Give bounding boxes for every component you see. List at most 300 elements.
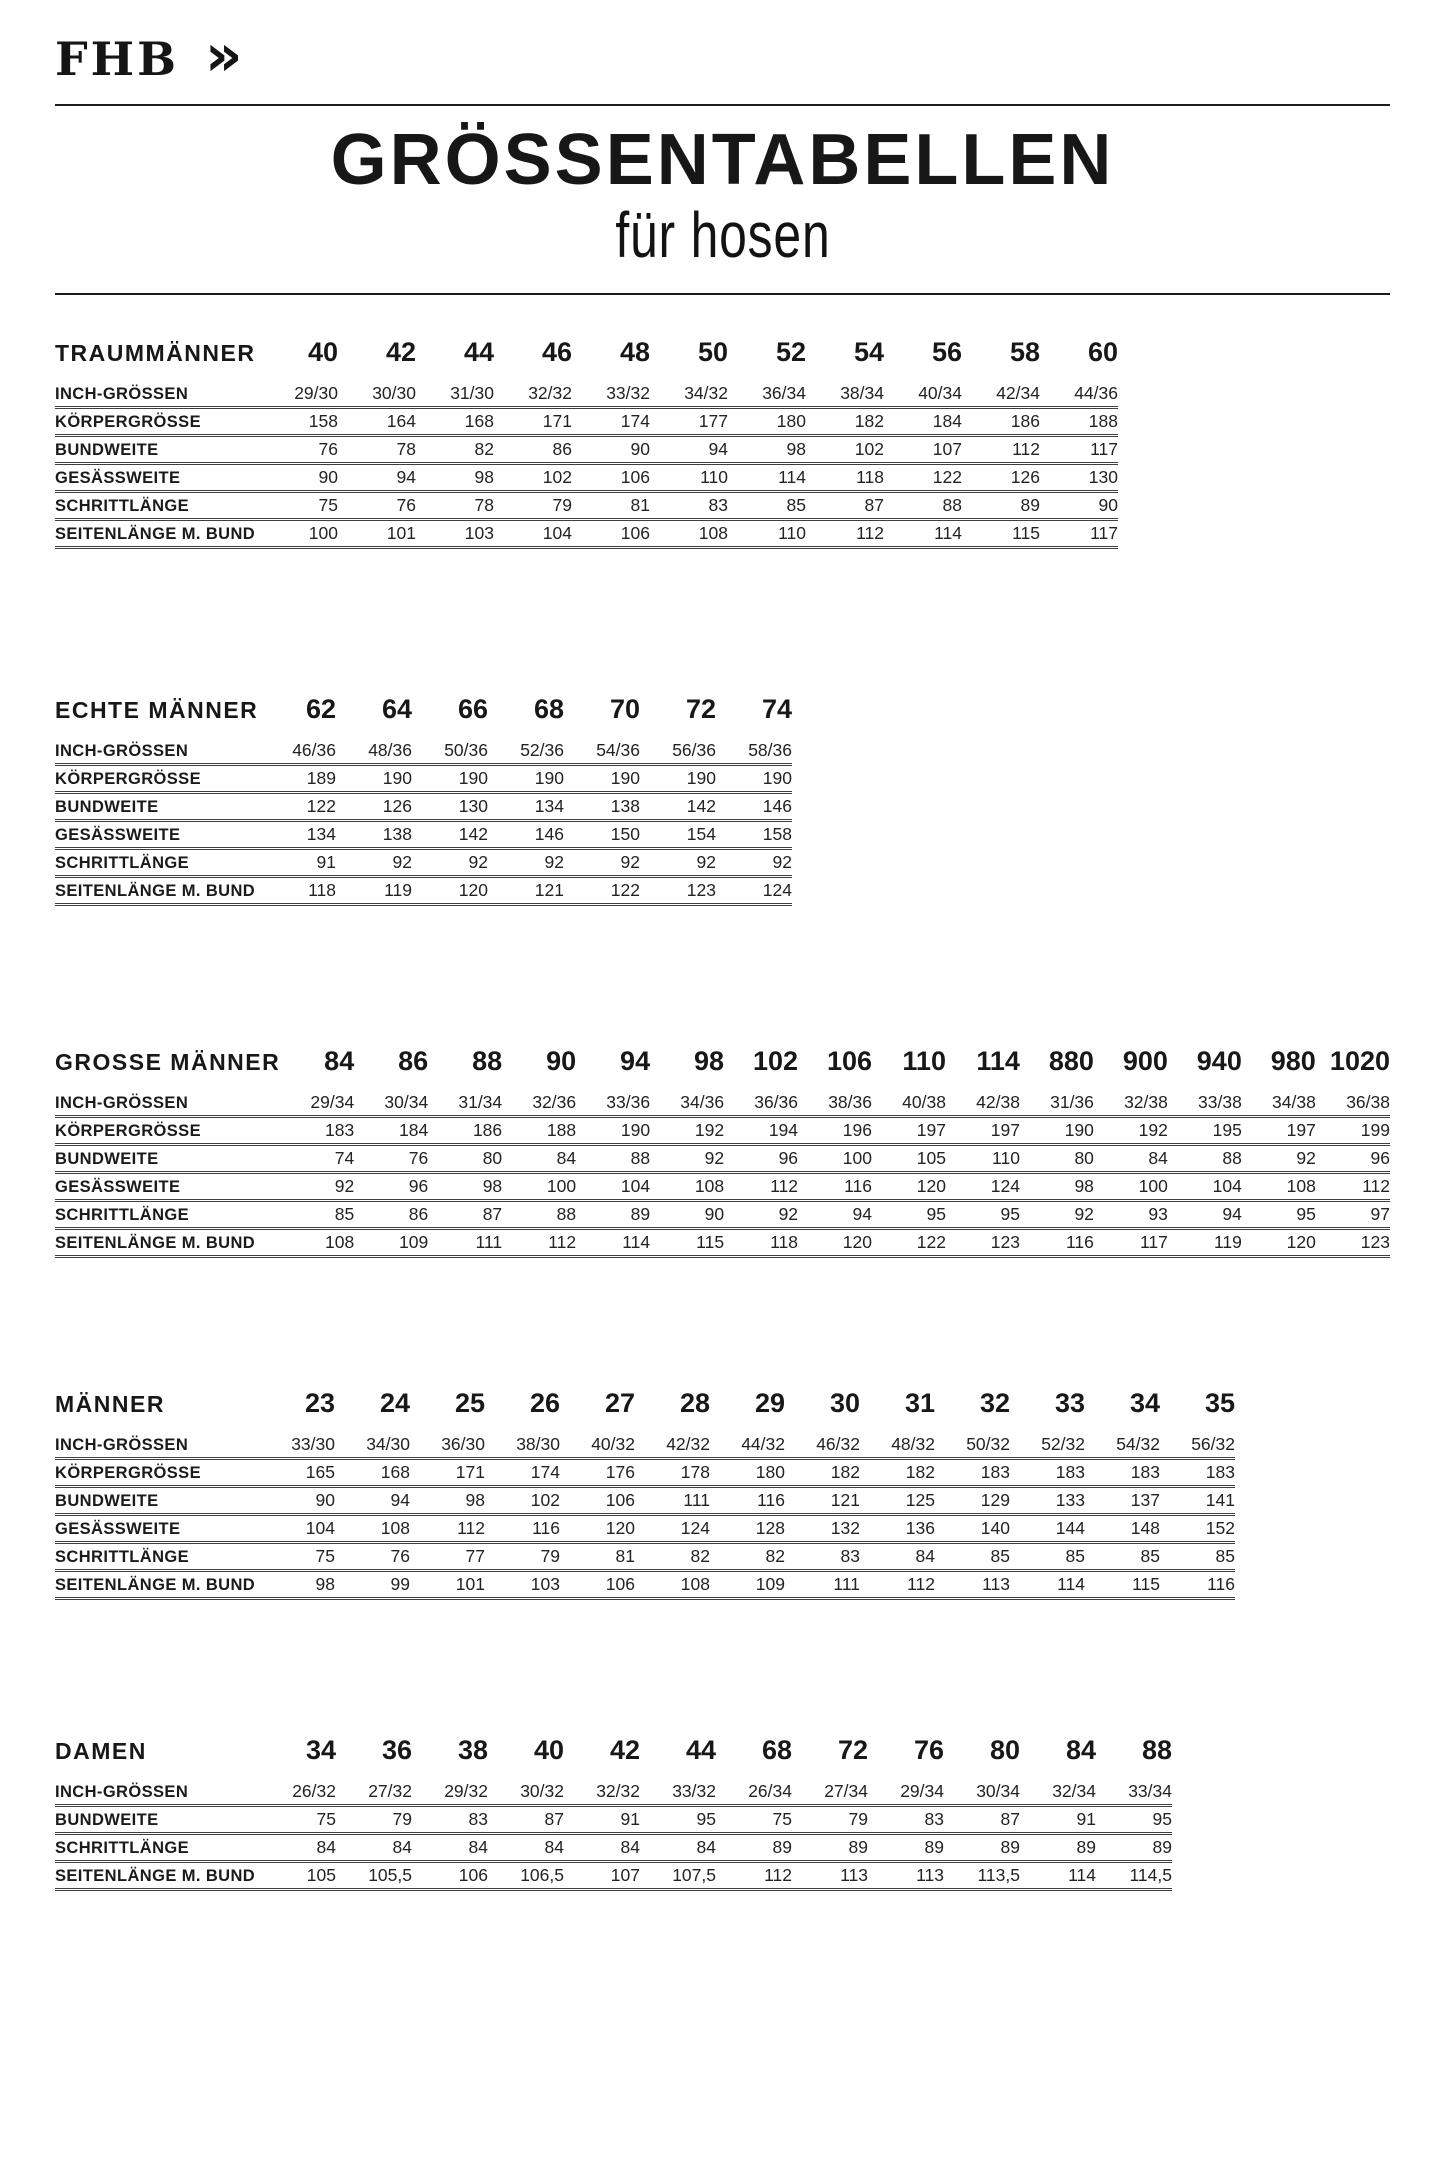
- table-cell: 38/34: [806, 381, 884, 408]
- top-divider: [55, 104, 1390, 106]
- row-label: BUNDWEITE: [55, 1487, 260, 1515]
- size-column-header: 72: [685, 694, 716, 725]
- table-cell: 85: [935, 1543, 1010, 1571]
- row-label: SCHRITTLÄNGE: [55, 1201, 280, 1229]
- table-cell: 171: [494, 408, 572, 436]
- size-column-header: 42: [385, 337, 416, 368]
- size-column-header: 90: [546, 1046, 577, 1077]
- table-cell: 89: [576, 1201, 650, 1229]
- table-cell: 33/32: [640, 1779, 716, 1806]
- table-cell: 107,5: [640, 1862, 716, 1890]
- table-cell: 100: [502, 1173, 576, 1201]
- table-cell: 197: [872, 1117, 946, 1145]
- table-cell: 99: [335, 1571, 410, 1599]
- table-cell: 105,5: [336, 1862, 412, 1890]
- table-cell: 115: [962, 520, 1040, 548]
- table-cell: 94: [650, 436, 728, 464]
- table-cell: 117: [1040, 436, 1118, 464]
- table-cell: 85: [1085, 1543, 1160, 1571]
- table-cell: 88: [576, 1145, 650, 1173]
- subtitle-wrap: [55, 199, 1390, 271]
- table-cell: 79: [792, 1806, 868, 1834]
- table-cell: 103: [416, 520, 494, 548]
- page-header: [55, 21, 1390, 295]
- table-cell: 108: [650, 1173, 724, 1201]
- table-cell: 83: [785, 1543, 860, 1571]
- table-cell: 83: [868, 1806, 944, 1834]
- table-cell: 102: [485, 1487, 560, 1515]
- table-row: [55, 849, 792, 877]
- table-cell: 120: [560, 1515, 635, 1543]
- size-column-header: 34: [305, 1735, 336, 1766]
- size-column-header: 44: [685, 1735, 716, 1766]
- table-cell: 89: [962, 492, 1040, 520]
- row-label: SCHRITTLÄNGE: [55, 1834, 260, 1862]
- table-cell: 89: [868, 1834, 944, 1862]
- table-cell: 184: [884, 408, 962, 436]
- size-column-header: 66: [457, 694, 488, 725]
- table-cell: 54/36: [564, 738, 640, 765]
- table-cell: 121: [785, 1487, 860, 1515]
- table-cell: 36/36: [724, 1090, 798, 1117]
- table-cell: 180: [710, 1459, 785, 1487]
- table-row: [55, 381, 1118, 408]
- table-cell: 87: [428, 1201, 502, 1229]
- table-cell: 111: [428, 1229, 502, 1257]
- table-cell: 76: [338, 492, 416, 520]
- table-cell: 138: [564, 793, 640, 821]
- size-column-header: 34: [1129, 1388, 1160, 1419]
- table-cell: 105: [872, 1145, 946, 1173]
- table-cell: 92: [564, 849, 640, 877]
- table-cell: 92: [640, 849, 716, 877]
- table-cell: 81: [572, 492, 650, 520]
- table-cell: 92: [1242, 1145, 1316, 1173]
- table-cell: 80: [428, 1145, 502, 1173]
- size-column-header: 42: [609, 1735, 640, 1766]
- table-cell: 197: [946, 1117, 1020, 1145]
- size-table-echte-manner: [55, 694, 1390, 906]
- row-label: BUNDWEITE: [55, 1145, 280, 1173]
- table-cell: 110: [946, 1145, 1020, 1173]
- table-cell: 29/30: [260, 381, 338, 408]
- table-cell: 85: [1160, 1543, 1235, 1571]
- size-column-header: 110: [902, 1046, 946, 1077]
- table-cell: 119: [336, 877, 412, 905]
- table-cell: 30/32: [488, 1779, 564, 1806]
- table-cell: 33/36: [576, 1090, 650, 1117]
- table-title: TRAUMMÄNNER: [55, 340, 256, 367]
- table-cell: 134: [260, 821, 336, 849]
- table-cell: 42/34: [962, 381, 1040, 408]
- size-column-header: 88: [472, 1046, 503, 1077]
- table-cell: 79: [336, 1806, 412, 1834]
- size-column-header: 60: [1087, 337, 1118, 368]
- table-cell: 40/32: [560, 1432, 635, 1459]
- size-column-header: 33: [1054, 1388, 1085, 1419]
- brand-row: FHB »: [55, 21, 243, 89]
- table-cell: 140: [935, 1515, 1010, 1543]
- table-cell: 29/34: [868, 1779, 944, 1806]
- table-cell: 183: [1010, 1459, 1085, 1487]
- table-cell: 84: [1094, 1145, 1168, 1173]
- table-cell: 101: [338, 520, 416, 548]
- table-cell: 168: [416, 408, 494, 436]
- table-cell: 142: [640, 793, 716, 821]
- size-column-header: 88: [1141, 1735, 1172, 1766]
- table-cell: 84: [412, 1834, 488, 1862]
- table-cell: 56/36: [640, 738, 716, 765]
- table-cell: 107: [884, 436, 962, 464]
- table-cell: 110: [728, 520, 806, 548]
- table-cell: 146: [488, 821, 564, 849]
- size-column-header: 58: [1009, 337, 1040, 368]
- table-cell: 113,5: [944, 1862, 1020, 1890]
- table-cell: 115: [1085, 1571, 1160, 1599]
- table-cell: 124: [946, 1173, 1020, 1201]
- table-cell: 36/30: [410, 1432, 485, 1459]
- table-cell: 32/36: [502, 1090, 576, 1117]
- table-cell: 84: [564, 1834, 640, 1862]
- table-cell: 183: [280, 1117, 354, 1145]
- table-cell: 138: [336, 821, 412, 849]
- table-cell: 29/34: [280, 1090, 354, 1117]
- table-cell: 96: [724, 1145, 798, 1173]
- table-cell: 112: [716, 1862, 792, 1890]
- table-header-row: [55, 337, 1118, 381]
- table-cell: 91: [1020, 1806, 1096, 1834]
- table-cell: 136: [860, 1515, 935, 1543]
- size-column-header: 1020: [1329, 1046, 1390, 1077]
- size-column-header: 35: [1204, 1388, 1235, 1419]
- table-row: [55, 1834, 1172, 1862]
- table-cell: 109: [354, 1229, 428, 1257]
- table-title: MÄNNER: [55, 1391, 165, 1418]
- table-cell: 89: [716, 1834, 792, 1862]
- row-label: BUNDWEITE: [55, 1806, 260, 1834]
- table-cell: 75: [716, 1806, 792, 1834]
- table-cell: 108: [280, 1229, 354, 1257]
- table-cell: 82: [416, 436, 494, 464]
- table-cell: 190: [336, 765, 412, 793]
- table-cell: 119: [1168, 1229, 1242, 1257]
- table-cell: 29/32: [412, 1779, 488, 1806]
- row-label: BUNDWEITE: [55, 436, 260, 464]
- size-table-grosse-manner: [55, 1046, 1390, 1258]
- table-cell: 190: [1020, 1117, 1094, 1145]
- table-cell: 48/32: [860, 1432, 935, 1459]
- table-cell: 83: [650, 492, 728, 520]
- table-cell: 38/30: [485, 1432, 560, 1459]
- table-cell: 102: [806, 436, 884, 464]
- table-cell: 100: [1094, 1173, 1168, 1201]
- table-cell: 34/38: [1242, 1090, 1316, 1117]
- size-column-header: 64: [381, 694, 412, 725]
- table-cell: 190: [716, 765, 792, 793]
- table-cell: 118: [260, 877, 336, 905]
- table-cell: 97: [1316, 1201, 1390, 1229]
- size-column-header: 74: [761, 694, 792, 725]
- table-row: [55, 464, 1118, 492]
- table-cell: 123: [946, 1229, 1020, 1257]
- title-block: [55, 120, 1390, 271]
- table-row: [55, 877, 792, 905]
- table-cell: 123: [640, 877, 716, 905]
- row-label: SCHRITTLÄNGE: [55, 492, 260, 520]
- size-column-header: 48: [619, 337, 650, 368]
- table-cell: 114: [728, 464, 806, 492]
- table-cell: 112: [410, 1515, 485, 1543]
- table-cell: 92: [1020, 1201, 1094, 1229]
- row-label: BUNDWEITE: [55, 793, 260, 821]
- table-cell: 27/34: [792, 1779, 868, 1806]
- table-cell: 100: [260, 520, 338, 548]
- table-cell: 54/32: [1085, 1432, 1160, 1459]
- table-cell: 30/34: [354, 1090, 428, 1117]
- row-label: KÖRPERGRÖSSE: [55, 1117, 280, 1145]
- table-cell: 87: [488, 1806, 564, 1834]
- table-cell: 95: [1096, 1806, 1172, 1834]
- table-cell: 142: [412, 821, 488, 849]
- table-cell: 90: [260, 1487, 335, 1515]
- table-cell: 182: [785, 1459, 860, 1487]
- table-cell: 105: [260, 1862, 336, 1890]
- table-cell: 75: [260, 492, 338, 520]
- table-cell: 82: [635, 1543, 710, 1571]
- table-row: [55, 436, 1118, 464]
- table-title: DAMEN: [55, 1738, 147, 1765]
- table-cell: 108: [335, 1515, 410, 1543]
- table-cell: 130: [1040, 464, 1118, 492]
- table-cell: 195: [1168, 1117, 1242, 1145]
- table-cell: 48/36: [336, 738, 412, 765]
- table-row: [55, 408, 1118, 436]
- table-cell: 84: [260, 1834, 336, 1862]
- table-cell: 92: [716, 849, 792, 877]
- table-cell: 78: [416, 492, 494, 520]
- table-cell: 52/32: [1010, 1432, 1085, 1459]
- table-cell: 192: [1094, 1117, 1168, 1145]
- table-cell: 186: [962, 408, 1040, 436]
- table-cell: 98: [416, 464, 494, 492]
- table-cell: 74: [280, 1145, 354, 1173]
- size-column-header: 102: [752, 1046, 799, 1077]
- size-column-header: 26: [529, 1388, 560, 1419]
- size-column-header: 28: [679, 1388, 710, 1419]
- table-row: [55, 1201, 1390, 1229]
- table-cell: 31/30: [416, 381, 494, 408]
- table-cell: 112: [1316, 1173, 1390, 1201]
- table-cell: 106: [572, 520, 650, 548]
- table-row: [55, 821, 792, 849]
- size-column-header: 80: [989, 1735, 1020, 1766]
- table-cell: 85: [1010, 1543, 1085, 1571]
- size-column-header: 900: [1122, 1046, 1168, 1077]
- table-cell: 96: [1316, 1145, 1390, 1173]
- table-cell: 36/38: [1316, 1090, 1390, 1117]
- table-cell: 44/32: [710, 1432, 785, 1459]
- table-row: [55, 1432, 1235, 1459]
- size-column-header: 68: [533, 694, 564, 725]
- table-cell: 84: [488, 1834, 564, 1862]
- row-label: SCHRITTLÄNGE: [55, 1543, 260, 1571]
- table-cell: 114,5: [1096, 1862, 1172, 1890]
- table-cell: 108: [635, 1571, 710, 1599]
- table-cell: 126: [962, 464, 1040, 492]
- table-cell: 112: [860, 1571, 935, 1599]
- table-cell: 141: [1160, 1487, 1235, 1515]
- table-cell: 182: [860, 1459, 935, 1487]
- table-cell: 108: [650, 520, 728, 548]
- size-column-header: 25: [454, 1388, 485, 1419]
- size-column-header: 68: [761, 1735, 792, 1766]
- row-label: INCH-GRÖSSEN: [55, 1090, 280, 1117]
- table-cell: 190: [640, 765, 716, 793]
- table-cell: 174: [485, 1459, 560, 1487]
- table-cell: 178: [635, 1459, 710, 1487]
- table-cell: 50/32: [935, 1432, 1010, 1459]
- row-label: SEITENLÄNGE M. BUND: [55, 1571, 260, 1599]
- table-cell: 104: [494, 520, 572, 548]
- table-cell: 188: [502, 1117, 576, 1145]
- table-row: [55, 1862, 1172, 1890]
- table-cell: 34/36: [650, 1090, 724, 1117]
- table-cell: 190: [564, 765, 640, 793]
- row-label: INCH-GRÖSSEN: [55, 1779, 260, 1806]
- size-column-header: 114: [976, 1046, 1020, 1077]
- table-cell: 95: [640, 1806, 716, 1834]
- table-cell: 152: [1160, 1515, 1235, 1543]
- table-cell: 112: [962, 436, 1040, 464]
- table-cell: 88: [884, 492, 962, 520]
- size-table-traummanner: [55, 337, 1390, 549]
- table-cell: 125: [860, 1487, 935, 1515]
- size-column-header: 50: [697, 337, 728, 368]
- table-row: [55, 1487, 1235, 1515]
- table-cell: 114: [884, 520, 962, 548]
- row-label: INCH-GRÖSSEN: [55, 1432, 260, 1459]
- table-cell: 32/38: [1094, 1090, 1168, 1117]
- size-column-header: 70: [609, 694, 640, 725]
- table-cell: 34/30: [335, 1432, 410, 1459]
- table-cell: 82: [710, 1543, 785, 1571]
- table-cell: 146: [716, 793, 792, 821]
- row-label: SEITENLÄNGE M. BUND: [55, 877, 260, 905]
- table-cell: 111: [785, 1571, 860, 1599]
- title-divider: [55, 293, 1390, 295]
- size-column-header: 94: [620, 1046, 651, 1077]
- table-cell: 78: [338, 436, 416, 464]
- table-cell: 115: [650, 1229, 724, 1257]
- table-cell: 92: [724, 1201, 798, 1229]
- table-cell: 77: [410, 1543, 485, 1571]
- table-cell: 36/34: [728, 381, 806, 408]
- table-row: [55, 492, 1118, 520]
- table-cell: 129: [935, 1487, 1010, 1515]
- size-column-header: 24: [379, 1388, 410, 1419]
- size-column-header: 84: [324, 1046, 355, 1077]
- size-column-header: 27: [604, 1388, 635, 1419]
- table-cell: 196: [798, 1117, 872, 1145]
- table-cell: 184: [354, 1117, 428, 1145]
- table-cell: 117: [1040, 520, 1118, 548]
- table-cell: 107: [564, 1862, 640, 1890]
- table-cell: 85: [280, 1201, 354, 1229]
- table-row: [55, 1779, 1172, 1806]
- table-cell: 92: [412, 849, 488, 877]
- table-cell: 90: [650, 1201, 724, 1229]
- table-cell: 199: [1316, 1117, 1390, 1145]
- table-row: [55, 1229, 1390, 1257]
- table-cell: 158: [260, 408, 338, 436]
- table-cell: 114: [1020, 1862, 1096, 1890]
- table-cell: 26/34: [716, 1779, 792, 1806]
- table-cell: 168: [335, 1459, 410, 1487]
- table-cell: 46/32: [785, 1432, 860, 1459]
- table-cell: 120: [798, 1229, 872, 1257]
- page-subtitle: für hosen: [614, 199, 831, 271]
- table-cell: 58/36: [716, 738, 792, 765]
- table-cell: 46/36: [260, 738, 336, 765]
- table-cell: 79: [494, 492, 572, 520]
- table-cell: 90: [260, 464, 338, 492]
- table-cell: 88: [502, 1201, 576, 1229]
- row-label: INCH-GRÖSSEN: [55, 738, 260, 765]
- size-column-header: 84: [1065, 1735, 1096, 1766]
- size-column-header: 40: [307, 337, 338, 368]
- table-cell: 183: [935, 1459, 1010, 1487]
- table-cell: 124: [635, 1515, 710, 1543]
- table-cell: 92: [336, 849, 412, 877]
- table-title: GROSSE MÄNNER: [55, 1049, 281, 1076]
- table-cell: 197: [1242, 1117, 1316, 1145]
- table-cell: 188: [1040, 408, 1118, 436]
- size-column-header: 46: [541, 337, 572, 368]
- table-cell: 118: [806, 464, 884, 492]
- table-cell: 144: [1010, 1515, 1085, 1543]
- table-cell: 106: [560, 1487, 635, 1515]
- table-cell: 112: [502, 1229, 576, 1257]
- table-row: [55, 1117, 1390, 1145]
- table-cell: 31/36: [1020, 1090, 1094, 1117]
- table-cell: 134: [488, 793, 564, 821]
- table-cell: 52/36: [488, 738, 564, 765]
- table-cell: 94: [338, 464, 416, 492]
- size-column-header: 29: [754, 1388, 785, 1419]
- table-cell: 33/32: [572, 381, 650, 408]
- row-label: KÖRPERGRÖSSE: [55, 1459, 260, 1487]
- size-column-header: 40: [533, 1735, 564, 1766]
- table-cell: 26/32: [260, 1779, 336, 1806]
- row-label: SEITENLÄNGE M. BUND: [55, 1229, 280, 1257]
- table-cell: 76: [354, 1145, 428, 1173]
- size-tables: [55, 337, 1390, 1891]
- table-cell: 93: [1094, 1201, 1168, 1229]
- table-header-row: [55, 694, 792, 738]
- table-cell: 38/36: [798, 1090, 872, 1117]
- size-column-header: 56: [931, 337, 962, 368]
- table-cell: 190: [488, 765, 564, 793]
- table-cell: 83: [412, 1806, 488, 1834]
- size-column-header: 62: [305, 694, 336, 725]
- table-cell: 32/34: [1020, 1779, 1096, 1806]
- table-cell: 89: [792, 1834, 868, 1862]
- table-cell: 84: [860, 1543, 935, 1571]
- table-cell: 56/32: [1160, 1432, 1235, 1459]
- size-column-header: 38: [457, 1735, 488, 1766]
- table-cell: 79: [485, 1543, 560, 1571]
- table-cell: 30/34: [944, 1779, 1020, 1806]
